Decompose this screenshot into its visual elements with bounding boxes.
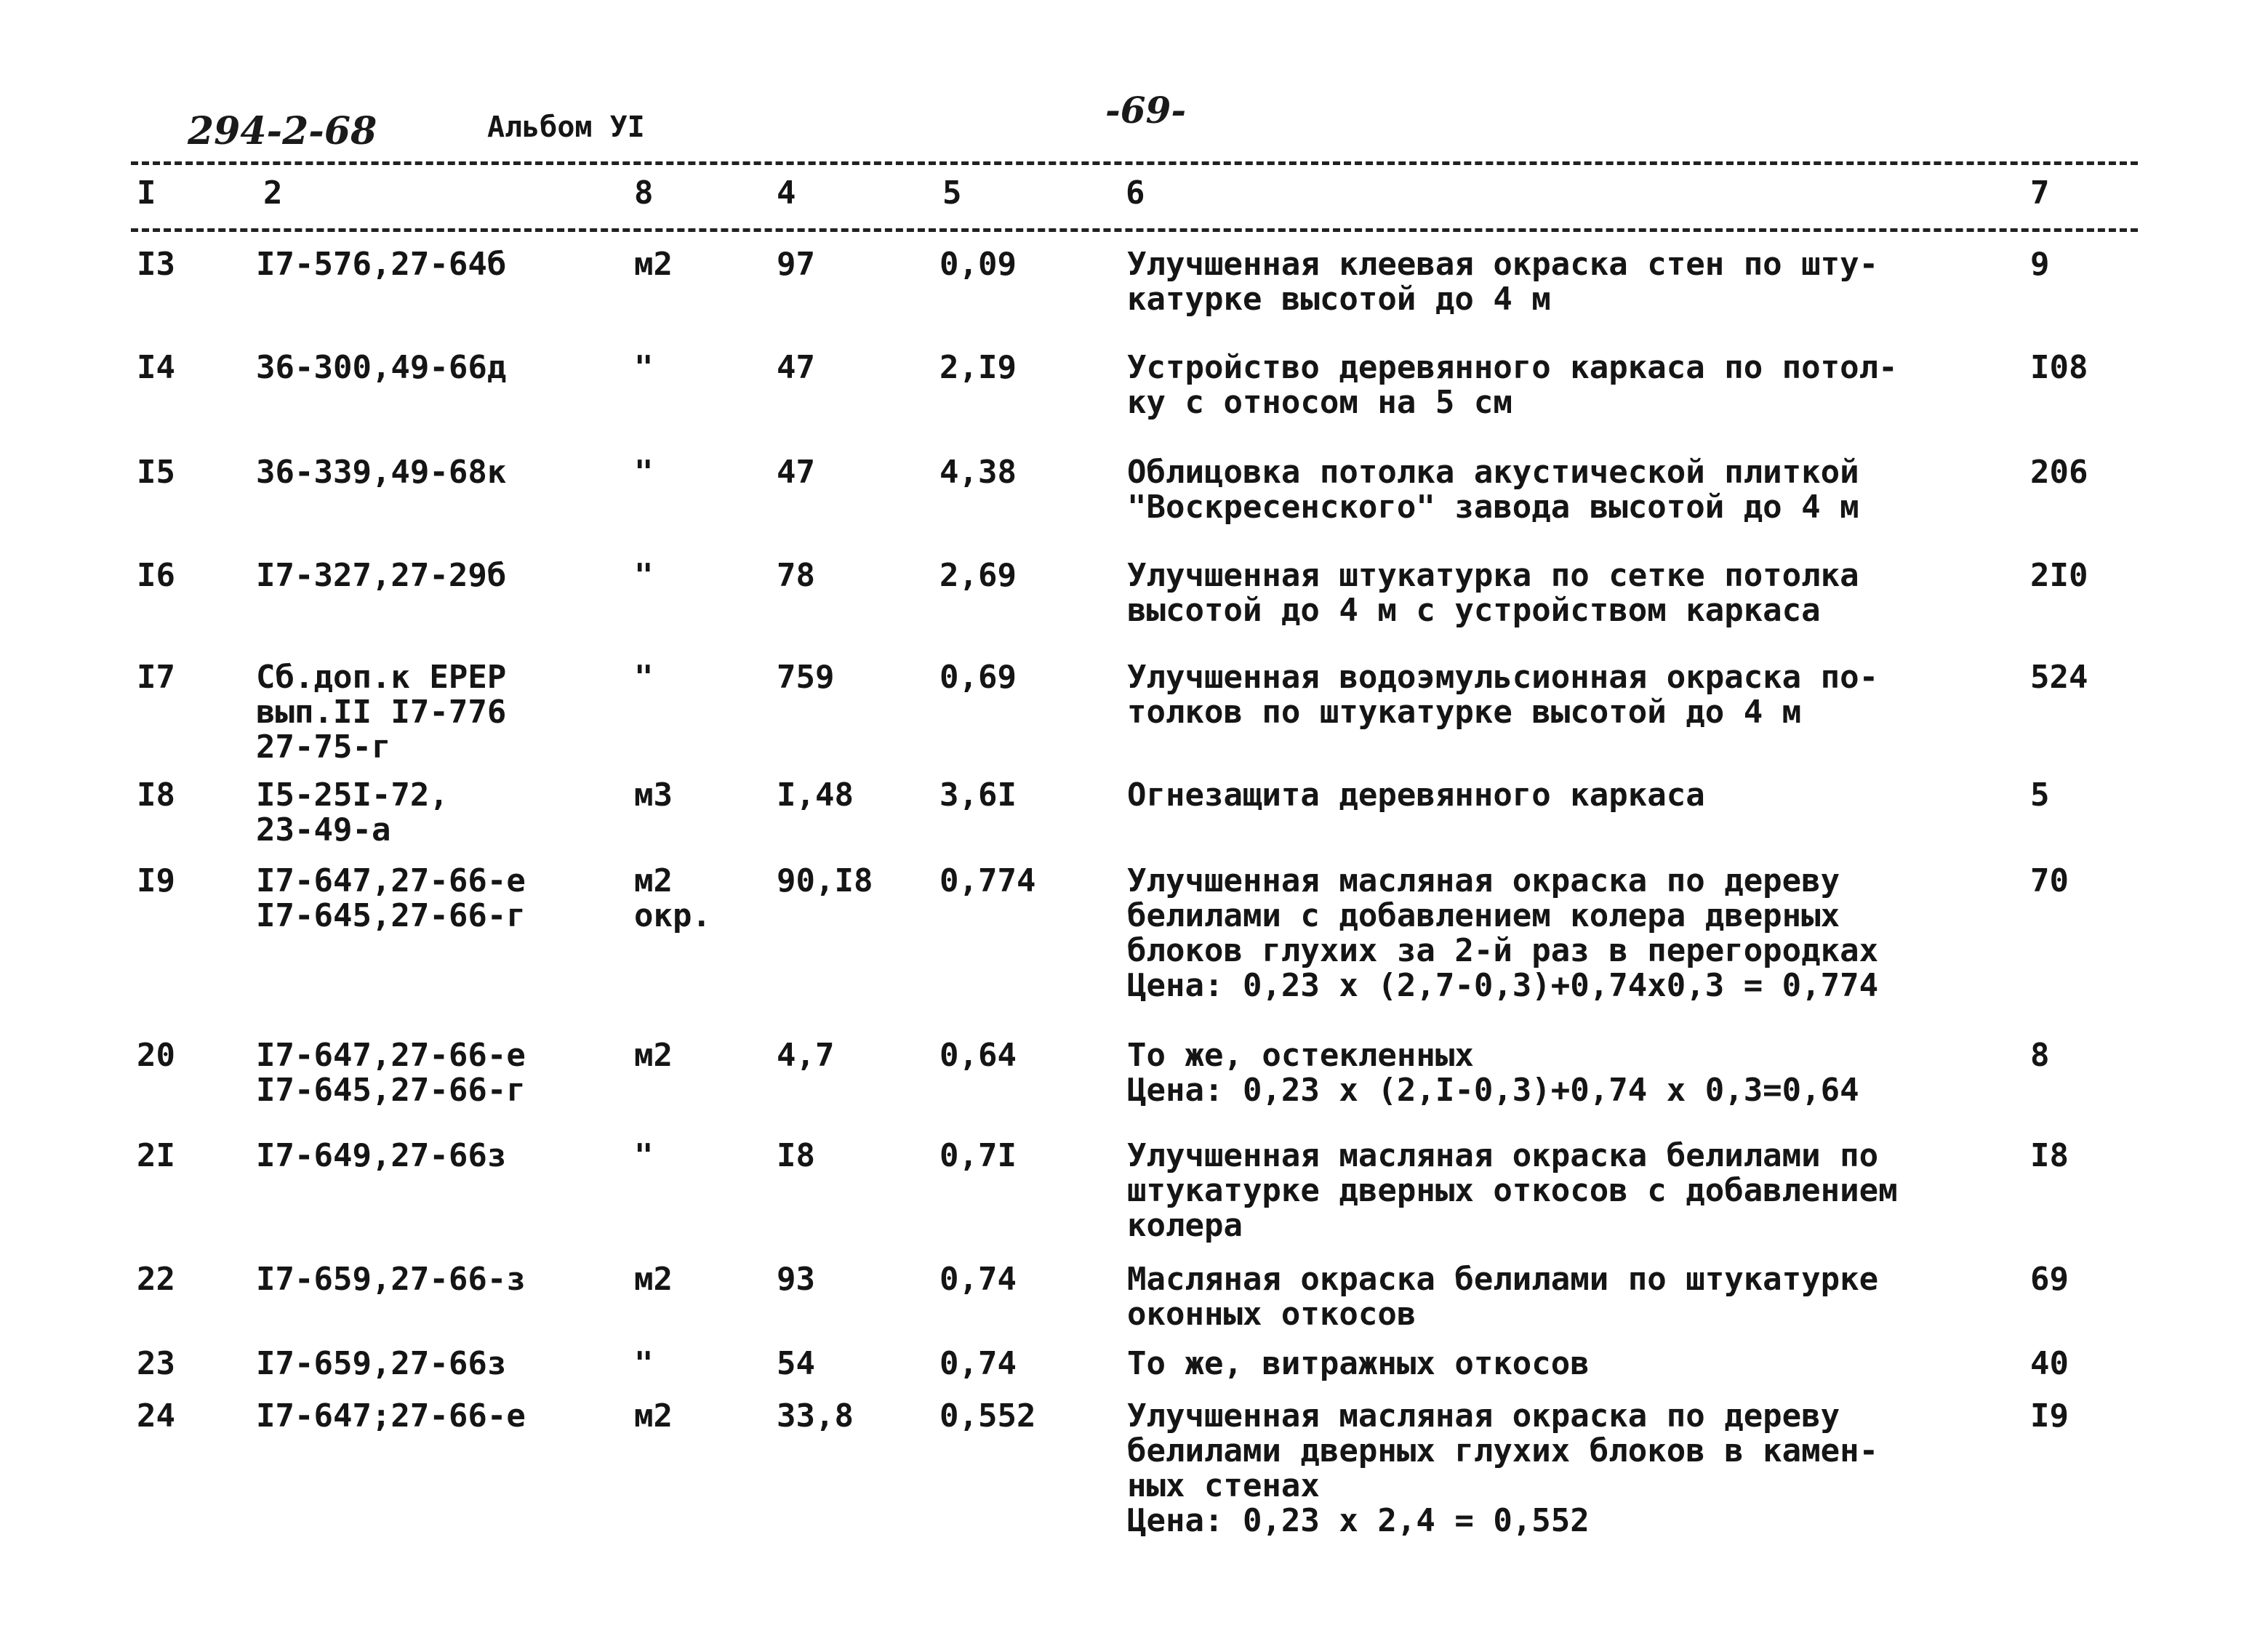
row-unit: м2	[634, 862, 673, 899]
row-number: 23	[137, 1345, 175, 1382]
row-unit: "	[634, 1137, 654, 1174]
row-code: I7-576,27-64б	[256, 246, 507, 283]
row-total: 2I0	[2030, 557, 2088, 594]
row-description: Масляная окраска белилами по штукатурке	[1127, 1261, 1879, 1298]
header-top-rule	[131, 161, 2138, 165]
row-description: Улучшенная водоэмульсионная окраска по-	[1127, 659, 1879, 696]
row-unit: "	[634, 454, 654, 491]
row-description: Улучшенная штукатурка по сетке потолка	[1127, 557, 1859, 594]
row-quantity: 90,I8	[777, 862, 873, 899]
row-number: I7	[137, 659, 175, 696]
row-unit: м3	[634, 777, 673, 814]
row-code: вып.II I7-776	[256, 694, 507, 731]
row-total: I8	[2030, 1137, 2069, 1174]
row-description: белилами с добавлением колера дверных	[1127, 897, 1840, 934]
row-price: 0,552	[939, 1397, 1036, 1435]
row-code: Сб.доп.к ЕРЕР	[256, 659, 507, 696]
row-code: I7-645,27-66-г	[256, 897, 526, 934]
column-header-7: 7	[2030, 174, 2050, 212]
row-total: I08	[2030, 349, 2088, 386]
album-label: Альбом УI	[487, 111, 645, 144]
row-number: 22	[137, 1261, 175, 1298]
row-description: катурке высотой до 4 м	[1127, 281, 1551, 318]
row-description: Цена: 0,23 х 2,4 = 0,552	[1127, 1502, 1590, 1539]
column-header-2: 2	[263, 174, 283, 212]
row-total: 69	[2030, 1261, 2069, 1298]
row-price: 4,38	[939, 454, 1017, 491]
row-total: 524	[2030, 659, 2088, 696]
row-quantity: 4,7	[777, 1037, 835, 1074]
row-code: 36-339,49-68к	[256, 454, 507, 491]
row-description: оконных откосов	[1127, 1296, 1417, 1333]
row-description: "Воскресенского" завода высотой до 4 м	[1127, 489, 1859, 526]
row-number: I6	[137, 557, 175, 594]
row-unit: м2	[634, 246, 673, 283]
row-code: 36-300,49-66д	[256, 349, 507, 386]
row-unit: "	[634, 557, 654, 594]
row-price: 0,774	[939, 862, 1036, 899]
row-description: То же, остекленных	[1127, 1037, 1474, 1074]
row-number: 2I	[137, 1137, 175, 1174]
row-description: Улучшенная масляная окраска по дереву	[1127, 1397, 1840, 1435]
row-number: I8	[137, 777, 175, 814]
row-price: 0,7I	[939, 1137, 1017, 1174]
row-unit: м2	[634, 1397, 673, 1435]
page-number: -69-	[1105, 89, 1187, 132]
row-price: 0,09	[939, 246, 1017, 283]
row-number: I4	[137, 349, 175, 386]
row-quantity: 47	[777, 454, 815, 491]
row-description: колера	[1127, 1207, 1243, 1244]
column-header-5: 5	[942, 174, 962, 212]
row-code: I7-659,27-66-з	[256, 1261, 526, 1298]
row-description: Устройство деревянного каркаса по потол-	[1127, 349, 1898, 386]
row-code: 23-49-а	[256, 811, 391, 848]
row-unit: "	[634, 659, 654, 696]
row-price: 0,69	[939, 659, 1017, 696]
row-description: Цена: 0,23 х (2,7-0,3)+0,74х0,3 = 0,774	[1127, 967, 1879, 1004]
row-description: штукатурке дверных откосов с добавлением	[1127, 1172, 1898, 1209]
row-quantity: I,48	[777, 777, 854, 814]
row-quantity: 47	[777, 349, 815, 386]
row-price: 0,74	[939, 1345, 1017, 1382]
row-number: I9	[137, 862, 175, 899]
row-total: I9	[2030, 1397, 2069, 1435]
row-number: 24	[137, 1397, 175, 1435]
row-price: 0,64	[939, 1037, 1017, 1074]
row-description: Цена: 0,23 х (2,I-0,3)+0,74 х 0,3=0,64	[1127, 1072, 1859, 1109]
row-description: Улучшенная масляная окраска по дереву	[1127, 862, 1840, 899]
header-bottom-rule	[131, 228, 2138, 232]
row-description: блоков глухих за 2-й раз в перегородках	[1127, 932, 1879, 969]
row-total: 8	[2030, 1037, 2050, 1074]
row-code: I7-647,27-66-е	[256, 1037, 526, 1074]
row-unit: "	[634, 1345, 654, 1382]
row-description: высотой до 4 м с устройством каркаса	[1127, 592, 1821, 629]
row-total: 5	[2030, 777, 2050, 814]
row-description: ных стенах	[1127, 1467, 1320, 1504]
row-price: 3,6I	[939, 777, 1017, 814]
row-total: 70	[2030, 862, 2069, 899]
row-price: 2,I9	[939, 349, 1017, 386]
album-code: 294-2-68	[188, 109, 377, 153]
row-quantity: 759	[777, 659, 835, 696]
row-code: I7-647;27-66-е	[256, 1397, 526, 1435]
row-total: 9	[2030, 246, 2050, 283]
row-code: 27-75-г	[256, 729, 391, 766]
row-quantity: 78	[777, 557, 815, 594]
row-code: I7-645,27-66-г	[256, 1072, 526, 1109]
row-code: I5-25I-72,	[256, 777, 449, 814]
row-code: I7-659,27-66з	[256, 1345, 507, 1382]
column-header-6: 6	[1126, 174, 1145, 212]
row-unit: м2	[634, 1037, 673, 1074]
row-code: I7-647,27-66-е	[256, 862, 526, 899]
row-total: 206	[2030, 454, 2088, 491]
row-number: I5	[137, 454, 175, 491]
row-quantity: 97	[777, 246, 815, 283]
row-total: 40	[2030, 1345, 2069, 1382]
row-unit: "	[634, 349, 654, 386]
row-description: То же, витражных откосов	[1127, 1345, 1590, 1382]
row-unit: окр.	[634, 897, 711, 934]
row-quantity: 93	[777, 1261, 815, 1298]
row-code: I7-327,27-29б	[256, 557, 507, 594]
row-number: I3	[137, 246, 175, 283]
row-description: Облицовка потолка акустической плиткой	[1127, 454, 1859, 491]
column-header-4: 4	[777, 174, 796, 212]
row-quantity: 54	[777, 1345, 815, 1382]
row-description: Улучшенная масляная окраска белилами по	[1127, 1137, 1879, 1174]
row-description: толков по штукатурке высотой до 4 м	[1127, 694, 1802, 731]
row-quantity: 33,8	[777, 1397, 854, 1435]
row-price: 0,74	[939, 1261, 1017, 1298]
row-quantity: I8	[777, 1137, 815, 1174]
row-description: Огнезащита деревянного каркаса	[1127, 777, 1705, 814]
row-number: 20	[137, 1037, 175, 1074]
column-header-1: I	[137, 174, 156, 212]
column-header-3: 8	[634, 174, 654, 212]
row-code: I7-649,27-66з	[256, 1137, 507, 1174]
row-description: белилами дверных глухих блоков в камен-	[1127, 1432, 1879, 1469]
row-description: Улучшенная клеевая окраска стен по шту-	[1127, 246, 1879, 283]
row-unit: м2	[634, 1261, 673, 1298]
row-price: 2,69	[939, 557, 1017, 594]
row-description: ку с относом на 5 см	[1127, 384, 1512, 421]
